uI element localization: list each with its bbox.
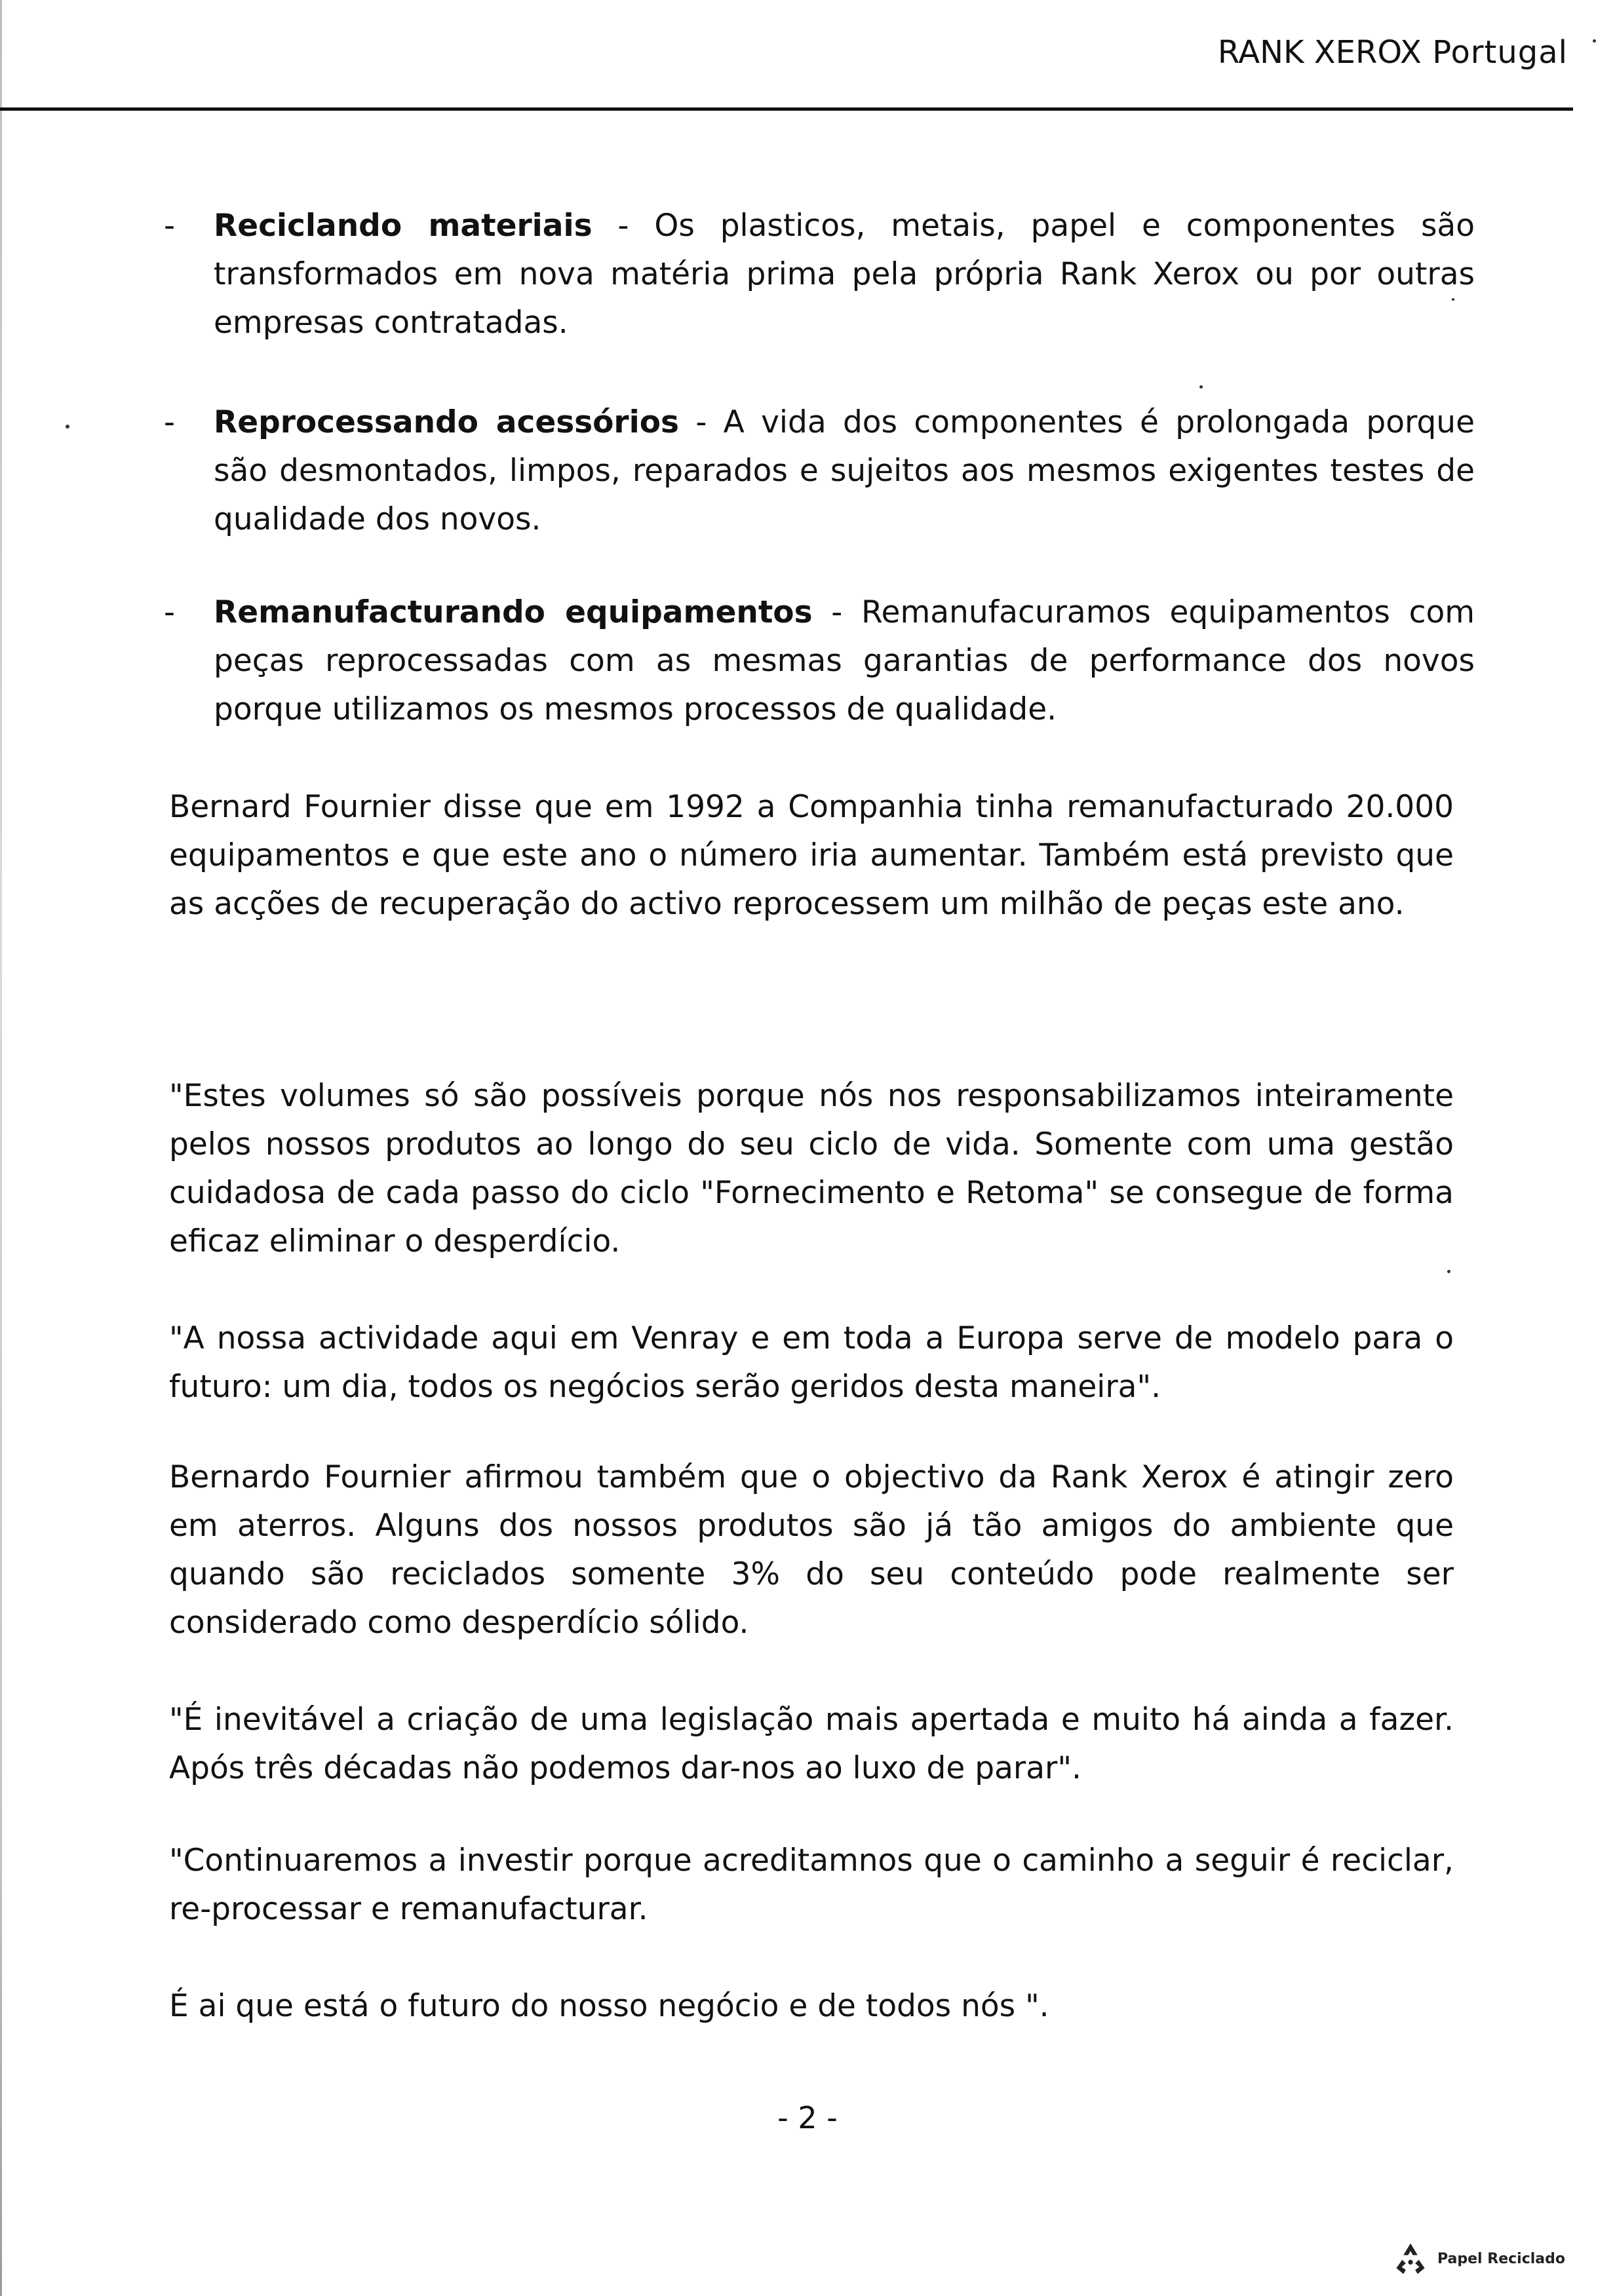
body-paragraph: É ai que está o futuro do nosso negócio e de todos nós ". <box>169 1988 1049 2024</box>
body-paragraph: "É inevitável a criação de uma legislação mais apertada e muito há ainda a fazer. Após três décadas não podemos dar-nos ao luxo de parar". <box>169 1702 1454 1786</box>
recycle-icon <box>1393 2241 1428 2276</box>
header-divider <box>0 107 1573 111</box>
bullet-text: - Os plasticos, metais, papel e componentes são transformados em nova matéria prima pela própria Rank Xerox ou por outras empresas contratadas. <box>214 208 1475 341</box>
bullet-item <box>164 202 1475 347</box>
scan-speck <box>1452 298 1454 301</box>
recycled-paper-label: Papel Reciclado <box>1437 2250 1565 2267</box>
body-paragraph: Bernardo Fournier afirmou também que o objectivo da Rank Xerox é atingir zero em aterros. Alguns dos nossos produtos são já tão amigos do ambiente que quando são reciclados somente 3% do seu conteúdo pode realmente ser considerado como desperdício sólido. <box>169 1459 1454 1641</box>
page-number: - 2 - <box>777 2100 838 2135</box>
scan-speck <box>66 425 69 429</box>
body-paragraph: "A nossa actividade aqui em Venray e em toda a Europa serve de modelo para o futuro: um dia, todos os negócios serão geridos desta maneira". <box>169 1320 1454 1405</box>
bullet-item <box>164 588 1475 734</box>
scan-speck <box>1447 1270 1450 1273</box>
page-edge <box>0 0 2 2296</box>
bullet-item <box>164 398 1475 544</box>
body-paragraph: Bernard Fournier disse que em 1992 a Companhia tinha remanufacturado 20.000 equipamentos e que este ano o número iria aumentar. Também está previsto que as acções de recuperação do activo reprocessem um milhão de peças este ano. <box>169 789 1454 922</box>
header-country: Portugal <box>1432 34 1568 71</box>
bullet-text: - A vida dos componentes é prolongada porque são desmontados, limpos, reparados e sujeitos aos mesmos exigentes testes de qualidade dos novos. <box>214 404 1475 537</box>
header-brand: RANK XEROX <box>1217 34 1422 71</box>
bullet-term: Reciclando materiais <box>214 208 593 244</box>
bullet-text: - Remanufacuramos equipamentos com peças reprocessadas com as mesmas garantias de performance dos novos porque utilizamos os mesmos processos de qualidade. <box>214 594 1475 727</box>
page-header <box>1218 34 1568 71</box>
body-paragraph: "Estes volumes só são possíveis porque nós nos responsabilizamos inteiramente pelos nossos produtos ao longo do seu ciclo de vida. Somente com uma gestão cuidadosa de cada passo do ciclo "Fornecimento e Retoma" se consegue de forma eficaz eliminar o desperdício. <box>169 1078 1454 1259</box>
scan-speck <box>1593 39 1596 43</box>
bullet-dash: - <box>164 404 175 440</box>
scan-speck <box>1199 385 1203 389</box>
bullet-dash: - <box>164 208 175 244</box>
bullet-term: Reprocessando acessórios <box>214 404 679 440</box>
bullet-term: Remanufacturando equipamentos <box>214 594 813 630</box>
bullet-dash: - <box>164 594 175 630</box>
recycled-paper-mark <box>1393 2241 1565 2276</box>
body-paragraph: "Continuaremos a investir porque acreditamnos que o caminho a seguir é reciclar, re-processar e remanufacturar. <box>169 1843 1454 1927</box>
